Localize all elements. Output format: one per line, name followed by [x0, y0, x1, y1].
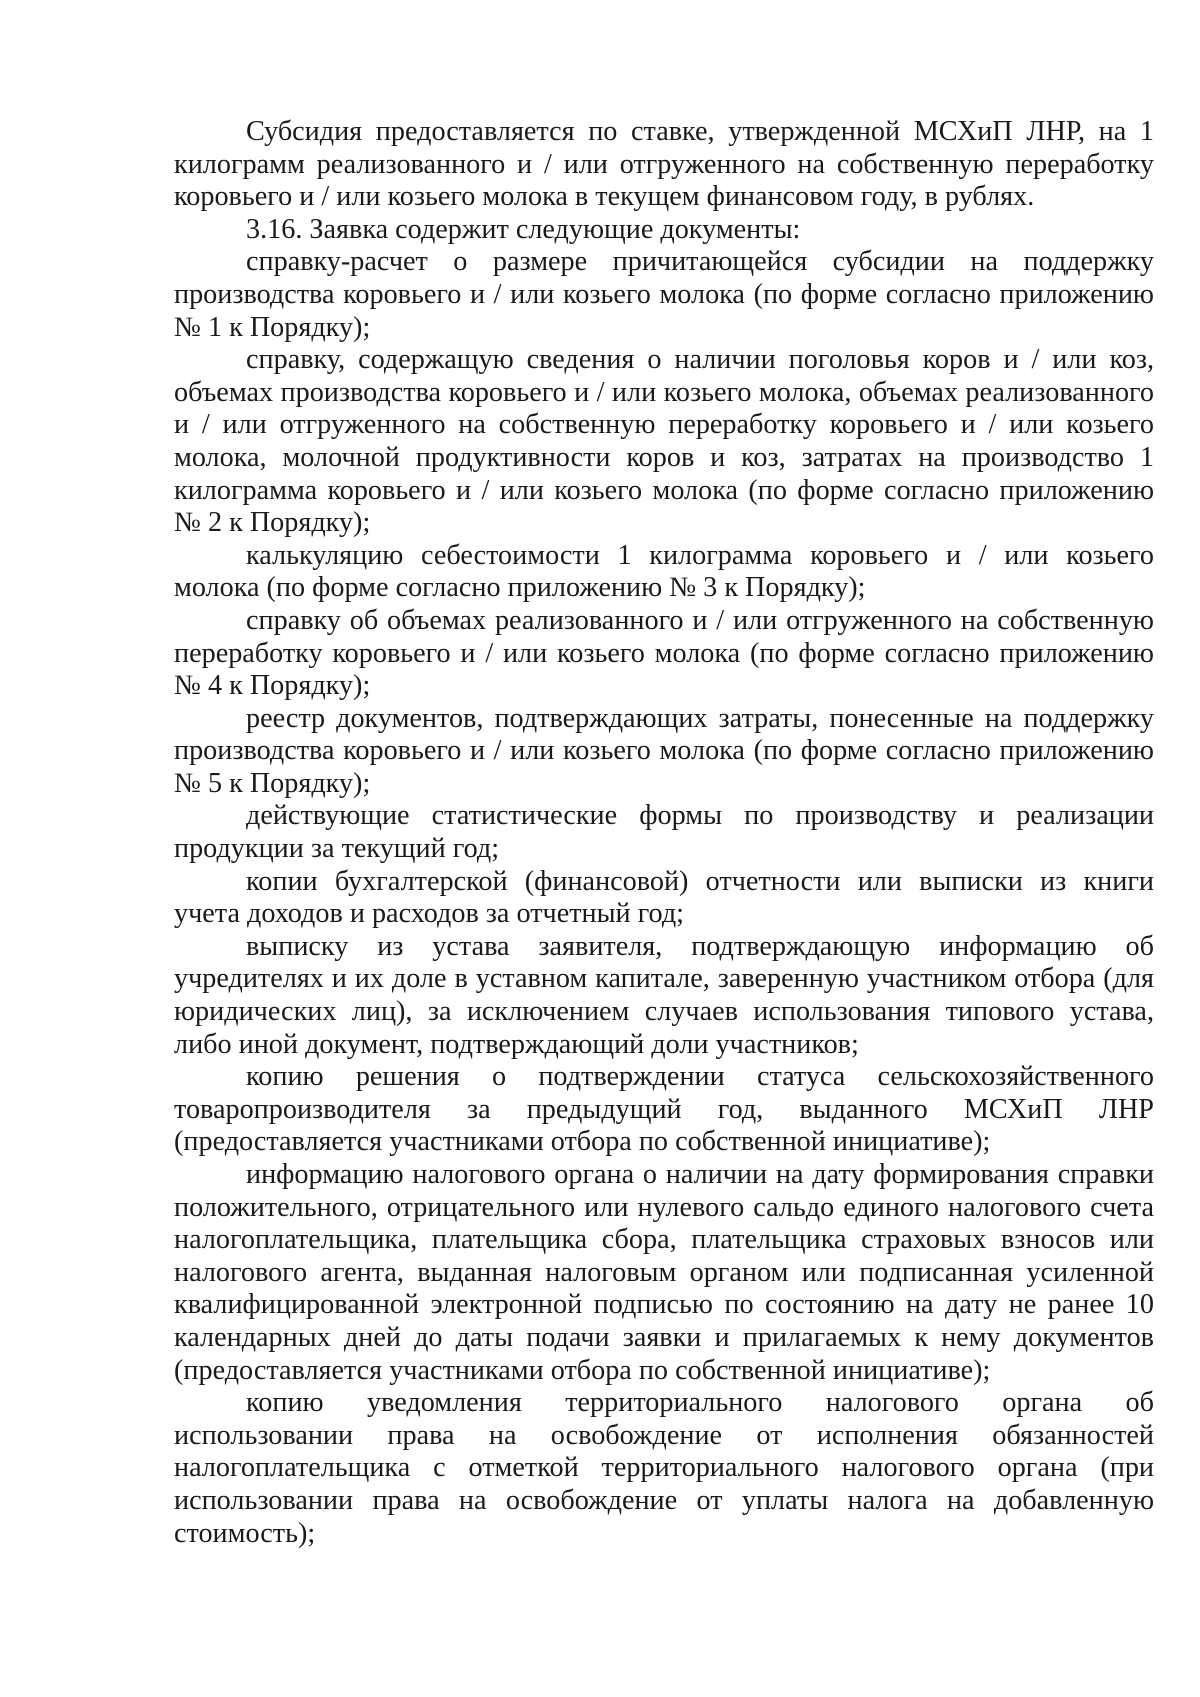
list-item-expense-registry: реестр документов, подтверждающих затраты, понесенные на поддержку производства коровьего и / или козьего молока (по форме согласно приложению № 5 к Порядку);	[174, 702, 1154, 799]
document-body	[174, 116, 1154, 1550]
list-item-accounting-reports: копии бухгалтерской (финансовой) отчетности или выписки из книги учета доходов и расходов за отчетный год;	[174, 865, 1154, 930]
list-item-calculation-certificate: справку-расчет о размере причитающейся субсидии на поддержку производства коровьего и / или козьего молока (по форме согласно приложению № 1 к Порядку);	[174, 246, 1154, 343]
list-item-cost-calculation: калькуляцию себестоимости 1 килограмма коровьего и / или козьего молока (по форме согласно приложению № 3 к Порядку);	[174, 539, 1154, 604]
list-item-statistical-forms: действующие статистические формы по производству и реализации продукции за текущий год;	[174, 800, 1154, 865]
list-item-tax-authority-information: информацию налогового органа о наличии на дату формирования справки положительного, отрицательного или нулевого сальдо единого налогового счета налогоплательщика, плательщика сбора, плательщика страховых взносов или налогового агента, выданная налоговым органом или подписанная усиленной квалифицированной электронной подписью по состоянию на дату не ранее 10 календарных дней до даты подачи заявки и прилагаемых к нему документов (предоставляется участниками отбора по собственной инициативе);	[174, 1159, 1154, 1386]
paragraph-section-3-16: 3.16. Заявка содержит следующие документы:	[246, 213, 801, 245]
list-item-livestock-certificate: справку, содержащую сведения о наличии поголовья коров и / или коз, объемах производства коровьего и / или козьего молока, объемах реализованного и / или отгруженного на собственную переработку коровьего и / или козьего молока, молочной продуктивности коров и коз, затратах на производство 1 килограмма коровьего и / или козьего молока (по форме согласно приложению № 2 к Порядку);	[174, 344, 1154, 539]
list-item-producer-status-decision: копию решения о подтверждении статуса сельскохозяйственного товаропроизводителя за предыдущий год, выданного МСХиП ЛНР (предоставляется участниками отбора по собственной инициативе);	[174, 1061, 1154, 1158]
list-item-volume-certificate: справку об объемах реализованного и / или отгруженного на собственную переработку коровьего и / или козьего молока (по форме согласно приложению № 4 к Порядку);	[174, 604, 1154, 702]
list-item-tax-exemption-notice: копию уведомления территориального налогового органа об использовании права на освобождение от исполнения обязанностей налогоплательщика с отметкой территориального налогового органа (при использовании права на освобождение от уплаты налога на добавленную стоимость);	[174, 1387, 1154, 1549]
list-item-charter-extract: выписку из устава заявителя, подтверждающую информацию об учредителях и их доле в уставном капитале, заверенную участником отбора (для юридических лиц), за исключением случаев использования типового устава, либо иной документ, подтверждающий доли участников;	[174, 930, 1154, 1060]
paragraph-subsidy-rate: Субсидия предоставляется по ставке, утвержденной МСХиП ЛНР, на 1 килограмм реализованного и / или отгруженного на собственную переработку коровьего и / или козьего молока в текущем финансовом году, в рублях.	[174, 116, 1154, 213]
